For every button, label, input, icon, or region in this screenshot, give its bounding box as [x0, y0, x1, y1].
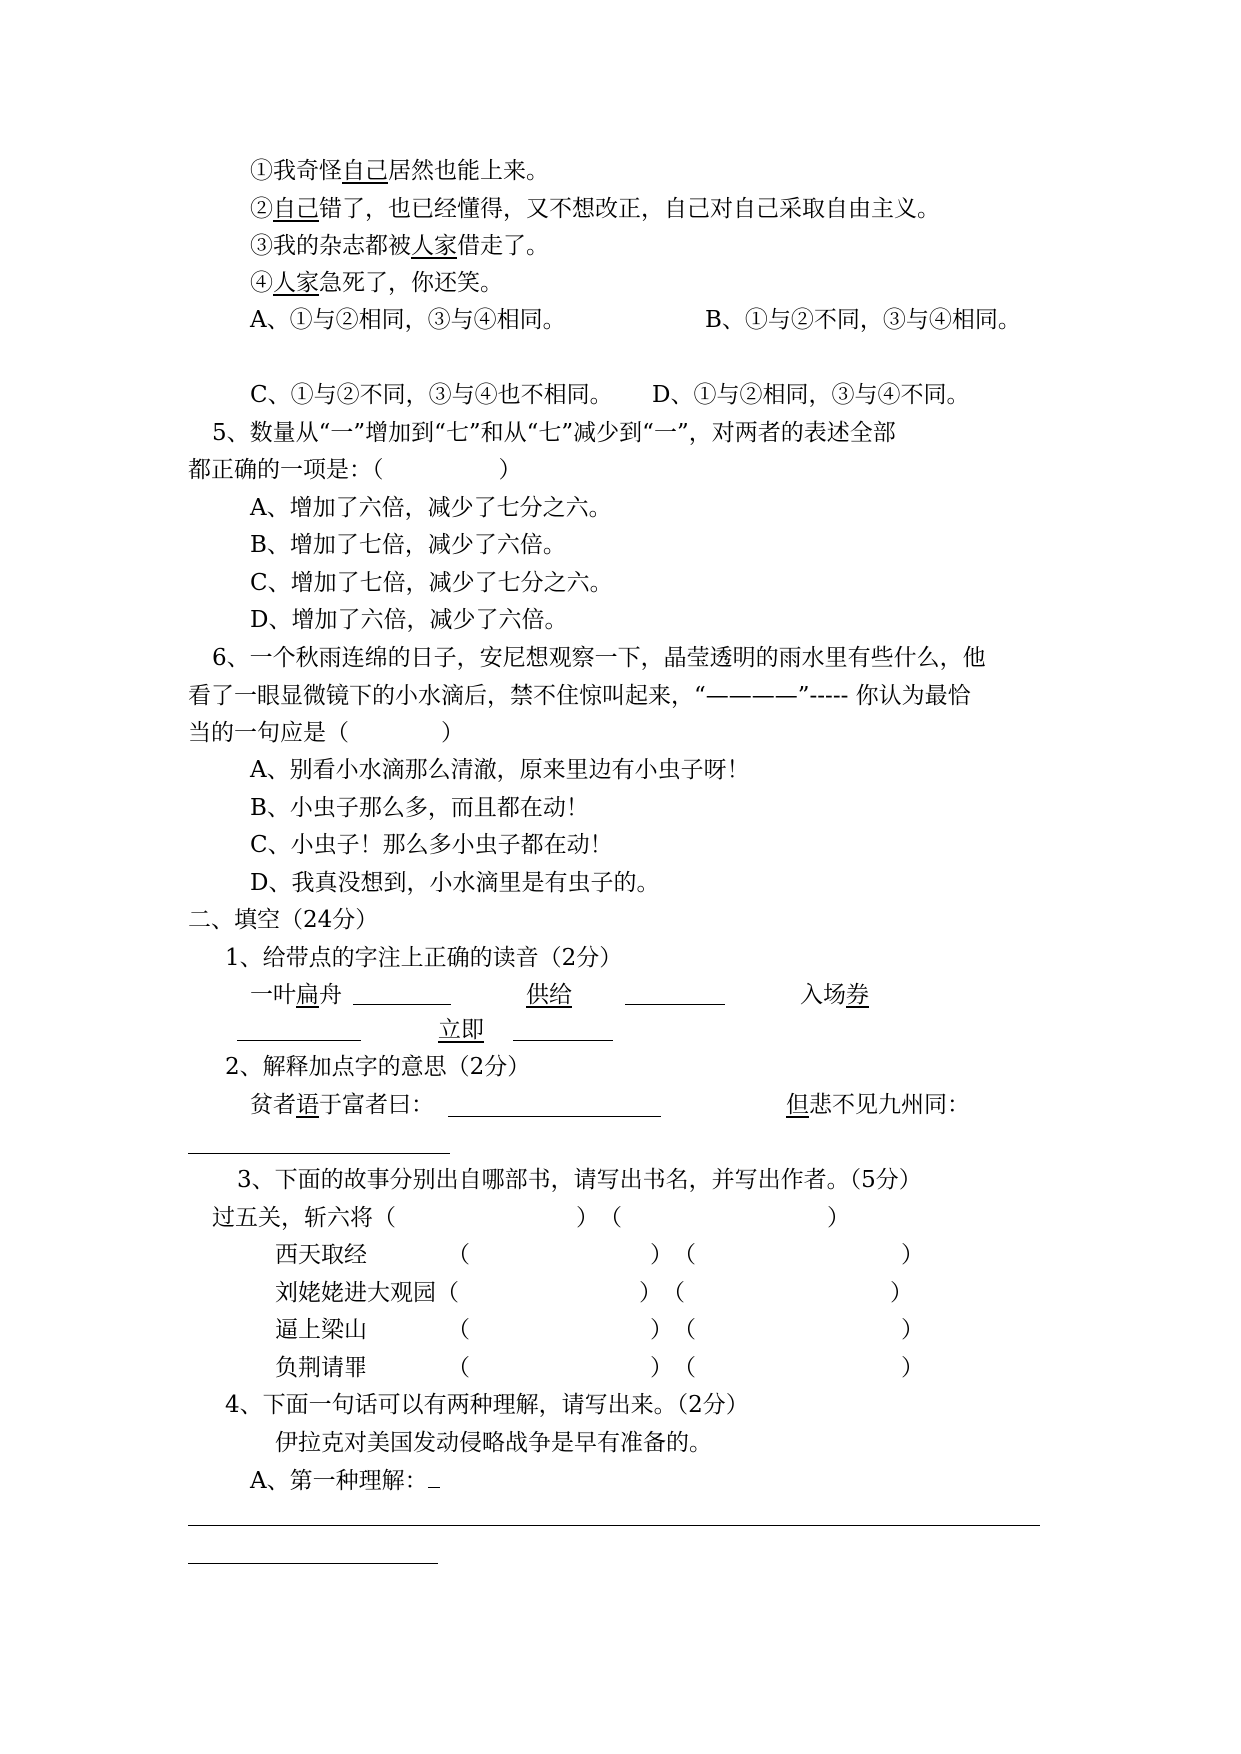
q5-stem-line1: 5、数量从“一”增加到“七”和从“七”减少到“一”，对两者的表述全部 [212, 420, 896, 446]
fill-1-blank-3[interactable] [237, 1018, 361, 1041]
q6-option-b: B、小虫子那么多，而且都在动！ [250, 795, 589, 821]
fill-1-word-3: 入场券 [800, 982, 869, 1008]
fill-4-option-a: A、第一种理解： [250, 1465, 440, 1495]
q4-item-1: ①我奇怪自己居然也能上来。 [250, 158, 549, 184]
q6-stem-line3: 当的一句应是（ ） [188, 720, 464, 746]
q4-item-3: ③我的杂志都被人家借走了。 [250, 233, 549, 259]
fill-4-answer-line-1[interactable] [188, 1525, 1040, 1526]
fill-1-word-4: 立即 [438, 1017, 484, 1043]
q4-option-b: B、①与②不同，③与④相同。 [705, 307, 1021, 333]
fill-3-item-1: 过五关，斩六将（ ） （ ） [212, 1205, 850, 1231]
q5-stem-line2: 都正确的一项是：（ ） [188, 457, 522, 483]
q4-item-2: ②自己错了，也已经懂得，又不想改正，自己对自己采取自由主义。 [250, 196, 940, 222]
q5-option-b: B、增加了七倍，减少了六倍。 [250, 532, 566, 558]
q6-stem-line2: 看了一眼显微镜下的小水滴后，禁不住惊叫起来，“————”----- 你认为最恰 [188, 683, 971, 709]
q4-item-4: ④人家急死了，你还笑。 [250, 270, 503, 296]
fill-2-title: 2、解释加点字的意思（2分） [225, 1054, 531, 1080]
q5-option-d: D、增加了六倍，减少了六倍。 [250, 607, 568, 633]
fill-3-item-2: 西天取经 （ ） （ ） [275, 1242, 924, 1268]
section-2-title: 二、填空（24分） [188, 907, 379, 933]
q6-option-a: A、别看小水滴那么清澈，原来里边有小虫子呀！ [250, 757, 750, 783]
q6-stem-line1: 6、一个秋雨连绵的日子，安尼想观察一下，晶莹透明的雨水里有些什么，他 [212, 645, 986, 671]
q5-option-a: A、增加了六倍，减少了七分之六。 [250, 495, 612, 521]
fill-4-title: 4、下面一句话可以有两种理解，请写出来。（2分） [225, 1392, 749, 1418]
fill-3-item-3: 刘姥姥进大观园（ ） （ ） [275, 1280, 913, 1306]
fill-4-answer-line-2[interactable] [188, 1563, 438, 1564]
fill-3-title: 3、下面的故事分别出自哪部书，请写出书名，并写出作者。（5分） [237, 1167, 922, 1193]
fill-2-blank-1[interactable] [448, 1094, 661, 1117]
fill-2-blank-2[interactable] [188, 1153, 450, 1154]
fill-1-title: 1、给带点的字注上正确的读音（2分） [225, 945, 623, 971]
fill-2-sentence-2: 但悲不见九州同： [786, 1092, 970, 1118]
fill-2-sentence-1: 贫者语于富者曰： [250, 1092, 434, 1118]
q4-option-d: D、①与②相同，③与④不同。 [652, 382, 970, 408]
q4-option-c: C、①与②不同，③与④也不相同。 [250, 382, 613, 408]
fill-1-blank-2[interactable] [625, 982, 725, 1005]
fill-1-blank-1[interactable] [353, 982, 451, 1005]
fill-1-word-1: 一叶扁舟 [250, 982, 342, 1008]
fill-1-blank-4[interactable] [513, 1018, 613, 1041]
q6-option-c: C、小虫子！那么多小虫子都在动！ [250, 832, 613, 858]
q5-option-c: C、增加了七倍，减少了七分之六。 [250, 570, 613, 596]
q4-option-a: A、①与②相同，③与④相同。 [250, 307, 566, 333]
q6-option-d: D、我真没想到，小水滴里是有虫子的。 [250, 870, 660, 896]
fill-1-word-2: 供给 [526, 982, 572, 1008]
fill-3-item-4: 逼上梁山 （ ） （ ） [275, 1317, 924, 1343]
fill-3-item-5: 负荆请罪 （ ） （ ） [275, 1355, 924, 1381]
fill-4-sentence: 伊拉克对美国发动侵略战争是早有准备的。 [275, 1430, 712, 1456]
